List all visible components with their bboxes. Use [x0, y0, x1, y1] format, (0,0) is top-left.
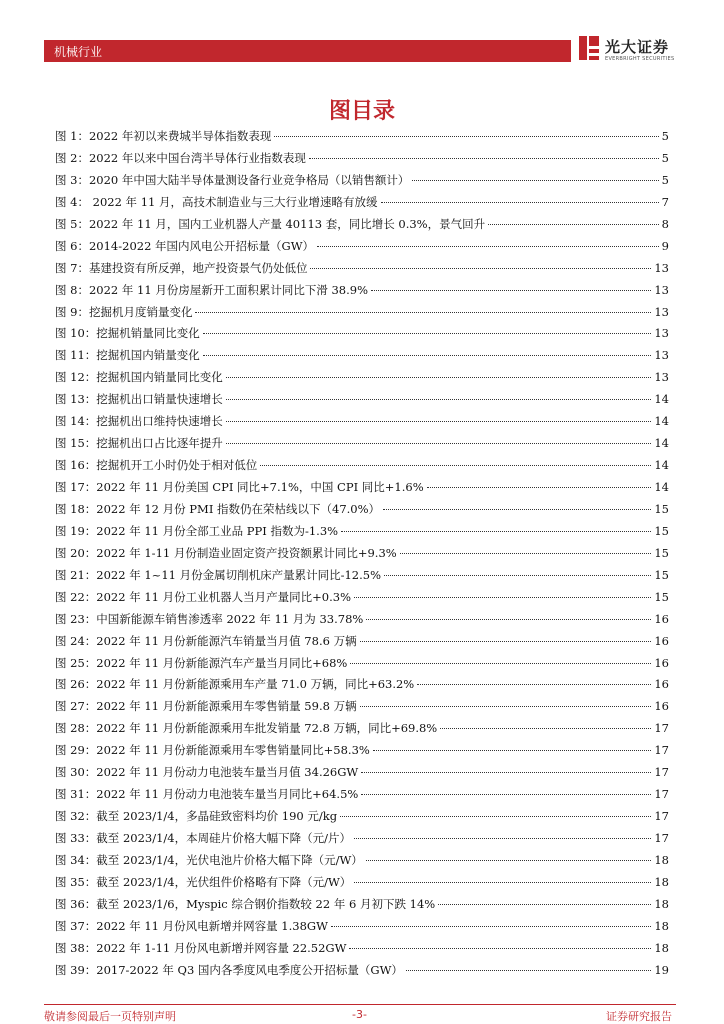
toc-leader-dots [366, 619, 651, 620]
logo-text: 光大证券 [605, 38, 670, 56]
toc-entry-page: 13 [654, 304, 669, 319]
toc-entry[interactable] [55, 347, 669, 369]
toc-leader-dots [310, 268, 651, 269]
toc-leader-dots [488, 224, 659, 225]
toc-entry-label: 图 32：截至 2023/1/4，多晶硅致密料均价 190 元/kg [55, 809, 338, 824]
toc-entry-label: 图 33：截至 2023/1/4，本周硅片价格大幅下降（元/片） [55, 831, 351, 845]
footer-divider [44, 1004, 676, 1005]
toc-entry-label: 图 30：2022 年 11 月份动力电池装车量当月值 34.26GW [55, 765, 359, 780]
toc-leader-dots [354, 597, 651, 598]
toc-leader-dots [226, 399, 652, 400]
toc-entry[interactable] [55, 216, 669, 238]
toc-entry-page: 5 [661, 150, 669, 165]
toc-leader-dots [195, 312, 651, 313]
toc-leader-dots [226, 421, 652, 422]
toc-leader-dots [360, 706, 652, 707]
toc-entry[interactable] [55, 764, 669, 786]
toc-leader-dots [361, 794, 651, 795]
toc-entry-page: 14 [654, 392, 669, 407]
toc-entry[interactable] [55, 567, 669, 589]
toc-entry-page: 18 [654, 852, 669, 867]
toc-entry-label: 图 17：2022 年 11 月份美国 CPI 同比+7.1%，中国 CPI 同比+1.6% [55, 480, 424, 494]
toc-entry-label: 图 26：2022 年 11 月份新能源乘用车产量 71.0 万辆，同比+63.2% [55, 677, 415, 692]
toc-entry-label: 图 12：挖掘机国内销量同比变化 [55, 370, 223, 385]
toc-leader-dots [260, 465, 651, 466]
toc-leader-dots [384, 575, 651, 576]
toc-entry-page: 16 [654, 655, 669, 670]
toc-leader-dots [381, 202, 659, 203]
toc-entry-label: 图 34：截至 2023/1/4，光伏电池片价格大幅下降（元/W） [55, 852, 363, 867]
toc-entry-page: 18 [654, 896, 669, 911]
logo-subtext: EVERBRIGHT SECURITIES [605, 56, 675, 62]
toc-entry[interactable] [55, 742, 669, 764]
toc-entry-page: 14 [654, 458, 669, 473]
toc-entry-page: 14 [654, 480, 669, 494]
company-logo [577, 32, 687, 70]
toc-entry[interactable] [55, 852, 669, 874]
toc-leader-dots [203, 355, 652, 356]
toc-entry-label: 图 36：截至 2023/1/6，Myspic 综合钢价指数较 22 年 6 月初下跌 14% [55, 896, 436, 911]
toc-entry[interactable] [55, 523, 669, 545]
toc-entry-page: 18 [654, 940, 669, 955]
toc-entry-label: 图 5：2022 年 11 月，国内工业机器人产量 40113 套，同比增长 0.3%，景气回升 [55, 216, 486, 231]
toc-entry[interactable] [55, 633, 669, 655]
toc-entry-label: 图 16：挖掘机开工小时仍处于相对低位 [55, 458, 258, 473]
toc-entry[interactable] [55, 611, 669, 633]
toc-entry-label: 图 35：截至 2023/1/4，光伏组件价格略有下降（元/W） [55, 874, 352, 889]
toc-entry-page: 15 [654, 501, 669, 516]
toc-leader-dots [412, 180, 658, 181]
toc-entry[interactable] [55, 698, 669, 720]
toc-entry-label: 图 19：2022 年 11 月份全部工业品 PPI 指数为-1.3% [55, 523, 339, 538]
toc-entry-label: 图 24：2022 年 11 月份新能源汽车销量当月值 78.6 万辆 [55, 633, 357, 648]
toc-entry[interactable] [55, 720, 669, 742]
toc-entry-label: 图 6：2014-2022 年国内风电公开招标量（GW） [55, 238, 315, 253]
toc-entry-label: 图 9：挖掘机月度销量变化 [55, 304, 193, 319]
toc-entry-label: 图 1：2022 年初以来费城半导体指数表现 [55, 129, 272, 143]
toc-entry-label: 图 8：2022 年 11 月份房屋新开工面积累计同比下滑 38.9% [55, 282, 369, 297]
toc-entry[interactable] [55, 918, 669, 940]
toc-entry[interactable] [55, 260, 669, 282]
toc-entry[interactable] [55, 304, 669, 326]
toc-entry[interactable] [55, 545, 669, 567]
toc-leader-dots [400, 553, 652, 554]
toc-leader-dots [417, 684, 651, 685]
toc-entry[interactable] [55, 391, 669, 413]
toc-entry[interactable] [55, 282, 669, 304]
toc-entry[interactable] [55, 435, 669, 457]
page-title: 图目录 [328, 99, 395, 124]
toc-entry[interactable] [55, 501, 669, 523]
toc-leader-dots [226, 377, 652, 378]
toc-entry-label: 图 15：挖掘机出口占比逐年提升 [55, 436, 223, 451]
toc-leader-dots [226, 443, 652, 444]
toc-entry-page: 5 [661, 172, 669, 187]
toc-leader-dots [361, 772, 651, 773]
toc-entry-page: 16 [654, 677, 669, 692]
toc-entry-page: 15 [654, 567, 669, 582]
toc-entry-label: 图 39：2017-2022 年 Q3 国内各季度风电季度公开招标量（GW） [55, 962, 403, 977]
toc-leader-dots [360, 641, 652, 642]
toc-entry[interactable] [55, 589, 669, 611]
toc-entry-label: 图 21：2022 年 1~11 月份金属切削机床产量累计同比-12.5% [55, 567, 382, 582]
toc-entry-page: 9 [661, 238, 669, 253]
toc-entry-label: 图 25：2022 年 11 月份新能源汽车产量当月同比+68% [55, 655, 348, 670]
toc-leader-dots [317, 246, 659, 247]
toc-entry-page: 17 [654, 787, 669, 802]
toc-entry-page: 13 [654, 370, 669, 385]
toc-entry-page: 13 [654, 348, 669, 363]
toc-leader-dots [354, 882, 651, 883]
toc-entry[interactable] [55, 238, 669, 260]
toc-entry-page: 16 [654, 611, 669, 626]
toc-leader-dots [340, 816, 651, 817]
toc-entry[interactable] [55, 896, 669, 918]
toc-leader-dots [331, 926, 651, 927]
toc-entry-label: 图 13：挖掘机出口销量快速增长 [55, 392, 223, 407]
toc-entry-page: 5 [661, 129, 669, 143]
toc-entry-label: 图 10：挖掘机销量同比变化 [55, 326, 200, 341]
toc-entry-label: 图 18：2022 年 12 月份 PMI 指数仍在荣枯线以下（47.0%） [55, 501, 381, 516]
toc-entry[interactable] [55, 479, 669, 501]
toc-leader-dots [341, 531, 651, 532]
toc-entry-page: 17 [654, 809, 669, 824]
toc-entry-page: 14 [654, 436, 669, 451]
section-label: 机械行业 [54, 45, 103, 59]
toc-leader-dots [438, 904, 651, 905]
toc-entry[interactable] [55, 128, 669, 150]
toc-leader-dots [440, 728, 651, 729]
toc-entry[interactable] [55, 413, 669, 435]
toc-entry-page: 14 [654, 414, 669, 429]
toc-entry-page: 15 [654, 589, 669, 604]
toc-entry-label: 图 28：2022 年 11 月份新能源乘用车批发销量 72.8 万辆，同比+69.8% [55, 721, 438, 736]
toc-entry-page: 17 [654, 743, 669, 758]
toc-entry-page: 16 [654, 699, 669, 714]
toc-entry-label: 图 3：2020 年中国大陆半导体量测设备行业竞争格局（以销售额计） [55, 172, 410, 187]
toc-entry-page: 13 [654, 326, 669, 341]
toc-leader-dots [350, 663, 651, 664]
toc-entry-label: 图 14：挖掘机出口维持快速增长 [55, 414, 223, 429]
toc-entry-label: 图 2：2022 年以来中国台湾半导体行业指数表现 [55, 150, 306, 165]
toc-entry-page: 13 [654, 282, 669, 297]
toc-entry-page: 18 [654, 874, 669, 889]
toc-entry[interactable] [55, 676, 669, 698]
toc-entry-page: 13 [654, 260, 669, 275]
toc-entry-label: 图 11：挖掘机国内销量变化 [55, 348, 200, 363]
toc-entry-label: 图 38：2022 年 1-11 月份风电新增并网容量 22.52GW [55, 940, 347, 955]
toc-leader-dots [406, 970, 651, 971]
footer-report-type: 证券研究报告 [606, 1010, 672, 1023]
toc-entry[interactable] [55, 830, 669, 852]
toc-entry-label: 图 4： 2022 年 11 月，高技术制造业与三大行业增速略有放缓 [55, 194, 378, 209]
toc-entry-label: 图 7：基建投资有所反弹，地产投资景气仍处低位 [55, 260, 308, 275]
toc-entry[interactable] [55, 655, 669, 677]
toc-entry[interactable] [55, 325, 669, 347]
figure-list [55, 128, 669, 984]
toc-entry[interactable] [55, 172, 669, 194]
toc-leader-dots [427, 487, 652, 488]
toc-entry-page: 16 [654, 633, 669, 648]
toc-leader-dots [349, 948, 651, 949]
toc-leader-dots [354, 838, 651, 839]
toc-entry-page: 7 [661, 194, 669, 209]
toc-entry-label: 图 23：中国新能源车销售渗透率 2022 年 11 月为 33.78% [55, 611, 364, 626]
toc-entry-page: 17 [654, 765, 669, 780]
toc-entry[interactable] [55, 874, 669, 896]
toc-leader-dots [309, 158, 659, 159]
toc-entry-label: 图 27：2022 年 11 月份新能源乘用车零售销量 59.8 万辆 [55, 699, 357, 714]
logo-mark-icon [577, 34, 601, 62]
toc-entry[interactable] [55, 369, 669, 391]
toc-entry-label: 图 29：2022 年 11 月份新能源乘用车零售销量同比+58.3% [55, 743, 370, 758]
toc-entry[interactable] [55, 457, 669, 479]
toc-entry-page: 17 [654, 831, 669, 845]
toc-entry-label: 图 37：2022 年 11 月份风电新增并网容量 1.38GW [55, 918, 328, 933]
toc-entry-page: 8 [661, 216, 669, 231]
footer-disclaimer: 敬请参阅最后一页特别声明 [44, 1010, 176, 1023]
toc-entry[interactable] [55, 150, 669, 172]
toc-leader-dots [274, 136, 658, 137]
toc-entry-page: 18 [654, 918, 669, 933]
toc-entry[interactable] [55, 940, 669, 962]
toc-leader-dots [371, 290, 651, 291]
toc-leader-dots [366, 860, 652, 861]
toc-entry[interactable] [55, 962, 669, 984]
page-number: -3- [352, 1008, 367, 1021]
toc-entry[interactable] [55, 808, 669, 830]
toc-leader-dots [373, 750, 652, 751]
toc-entry[interactable] [55, 194, 669, 216]
toc-entry-page: 15 [654, 545, 669, 560]
toc-entry-page: 15 [654, 523, 669, 538]
header-bar [44, 40, 571, 62]
toc-leader-dots [203, 333, 652, 334]
toc-entry-page: 19 [654, 962, 669, 977]
toc-entry[interactable] [55, 786, 669, 808]
toc-leader-dots [383, 509, 651, 510]
toc-entry-page: 17 [654, 721, 669, 736]
toc-entry-label: 图 31：2022 年 11 月份动力电池装车量当月同比+64.5% [55, 787, 359, 802]
toc-entry-label: 图 20：2022 年 1-11 月份制造业固定资产投资额累计同比+9.3% [55, 545, 397, 560]
toc-entry-label: 图 22：2022 年 11 月份工业机器人当月产量同比+0.3% [55, 589, 352, 604]
